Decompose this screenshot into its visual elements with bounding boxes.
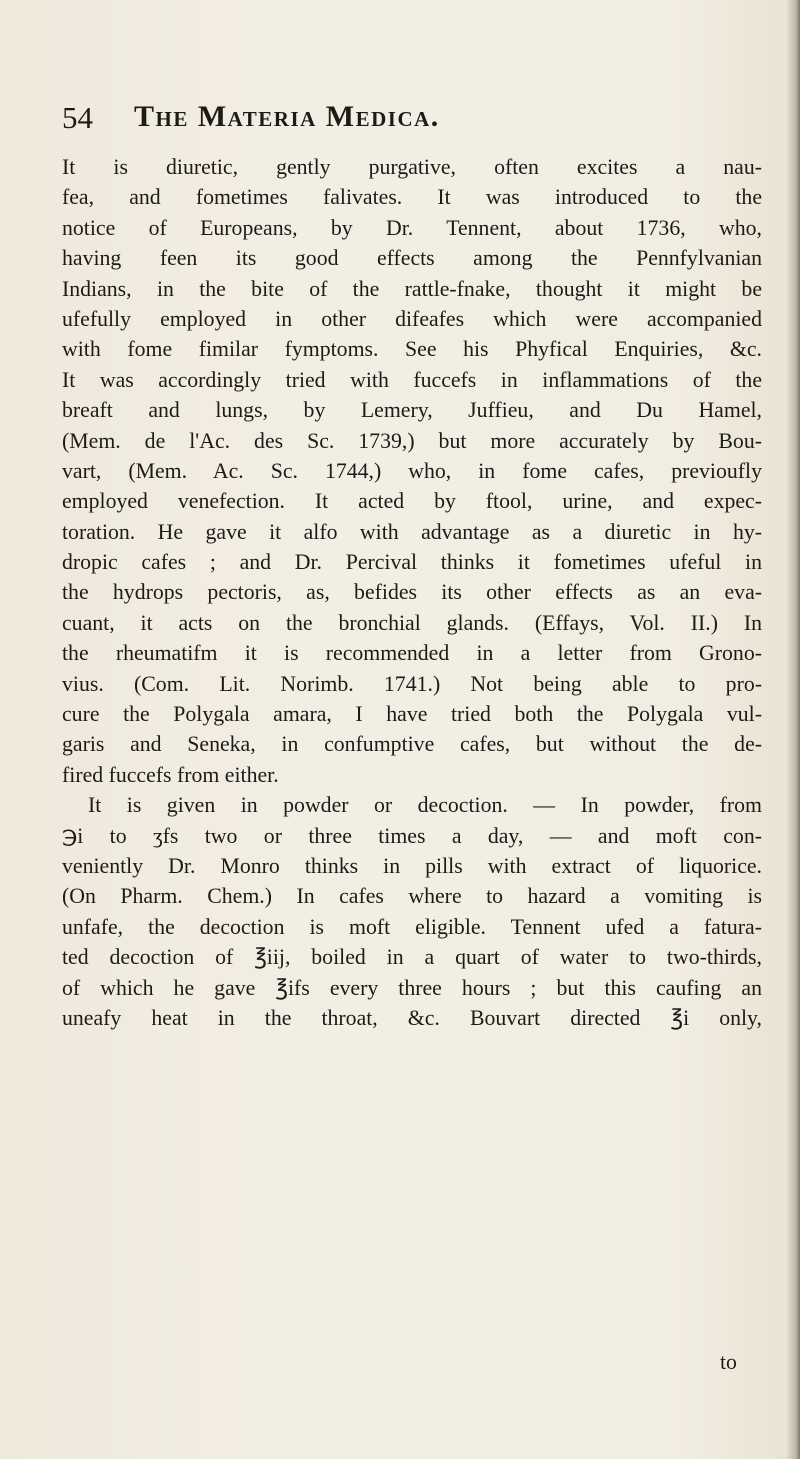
text-line: uneafy heat in the throat, &c. Bouvart directed ℥i only, xyxy=(62,1005,762,1030)
text-line: fired fuccefs from either. xyxy=(62,762,279,787)
text-line: ℈i to ʒfs two or three times a day, — and moft con- xyxy=(62,823,762,848)
text-line: employed venefection. It acted by ftool, urine, and expec- xyxy=(62,489,762,514)
page-header xyxy=(62,98,762,148)
text-line: (On Pharm. Chem.) In cafes where to hazard a vomiting is xyxy=(62,884,762,909)
text-line: vius. (Com. Lit. Norimb. 1741.) Not being able to pro- xyxy=(62,671,762,696)
text-line: with fome fimilar fymptoms. See his Phyfical Enquiries, &c. xyxy=(62,337,762,362)
text-line: It was accordingly tried with fuccefs in inflammations of the xyxy=(62,367,762,392)
text-line: It is given in powder or decoction. — In powder, from xyxy=(88,793,762,818)
text-line: notice of Europeans, by Dr. Tennent, about 1736, who, xyxy=(62,215,762,240)
text-line: dropic cafes ; and Dr. Percival thinks it fometimes ufeful in xyxy=(62,550,762,575)
text-line: having feen its good effects among the Pennfylvanian xyxy=(62,246,762,271)
text-line: cuant, it acts on the bronchial glands. (Effays, Vol. II.) In xyxy=(62,610,762,635)
text-line: toration. He gave it alfo with advantage as a diuretic in hy- xyxy=(62,519,762,544)
body-text xyxy=(62,152,762,1033)
text-line: ted decoction of ℥iij, boiled in a quart of water to two-thirds, xyxy=(62,945,762,970)
text-line: the rheumatifm it is recommended in a letter from Grono- xyxy=(62,641,762,666)
text-line: Indians, in the bite of the rattle-fnake, thought it might be xyxy=(62,276,762,301)
text-line: unfafe, the decoction is moft eligible. Tennent ufed a fatura- xyxy=(62,914,762,939)
text-line: cure the Polygala amara, I have tried both the Polygala vul- xyxy=(62,702,762,727)
catchword: to xyxy=(720,1350,737,1374)
text-line: fea, and fometimes falivates. It was introduced to the xyxy=(62,185,762,210)
text-line: the hydrops pectoris, as, befides its other effects as an eva- xyxy=(62,580,762,605)
page-edge-shadow xyxy=(786,0,800,1459)
text-line: (Mem. de l'Ac. des Sc. 1739,) but more accurately by Bou- xyxy=(62,428,762,453)
text-line: vart, (Mem. Ac. Sc. 1744,) who, in fome cafes, previoufly xyxy=(62,458,762,483)
text-line: It is diuretic, gently purgative, often excites a nau- xyxy=(62,155,762,179)
running-head: The Materia Medica. xyxy=(134,100,440,133)
text-line: ufefully employed in other difeafes which were accompanied xyxy=(62,306,762,331)
page-number: 54 xyxy=(62,100,93,135)
text-line: of which he gave ℥ifs every three hours ; but this caufing an xyxy=(62,975,762,1000)
text-line: garis and Seneka, in confumptive cafes, but without the de- xyxy=(62,732,762,757)
text-line: breaft and lungs, by Lemery, Juffieu, and Du Hamel, xyxy=(62,398,762,423)
text-line: veniently Dr. Monro thinks in pills with extract of liquorice. xyxy=(62,853,762,878)
